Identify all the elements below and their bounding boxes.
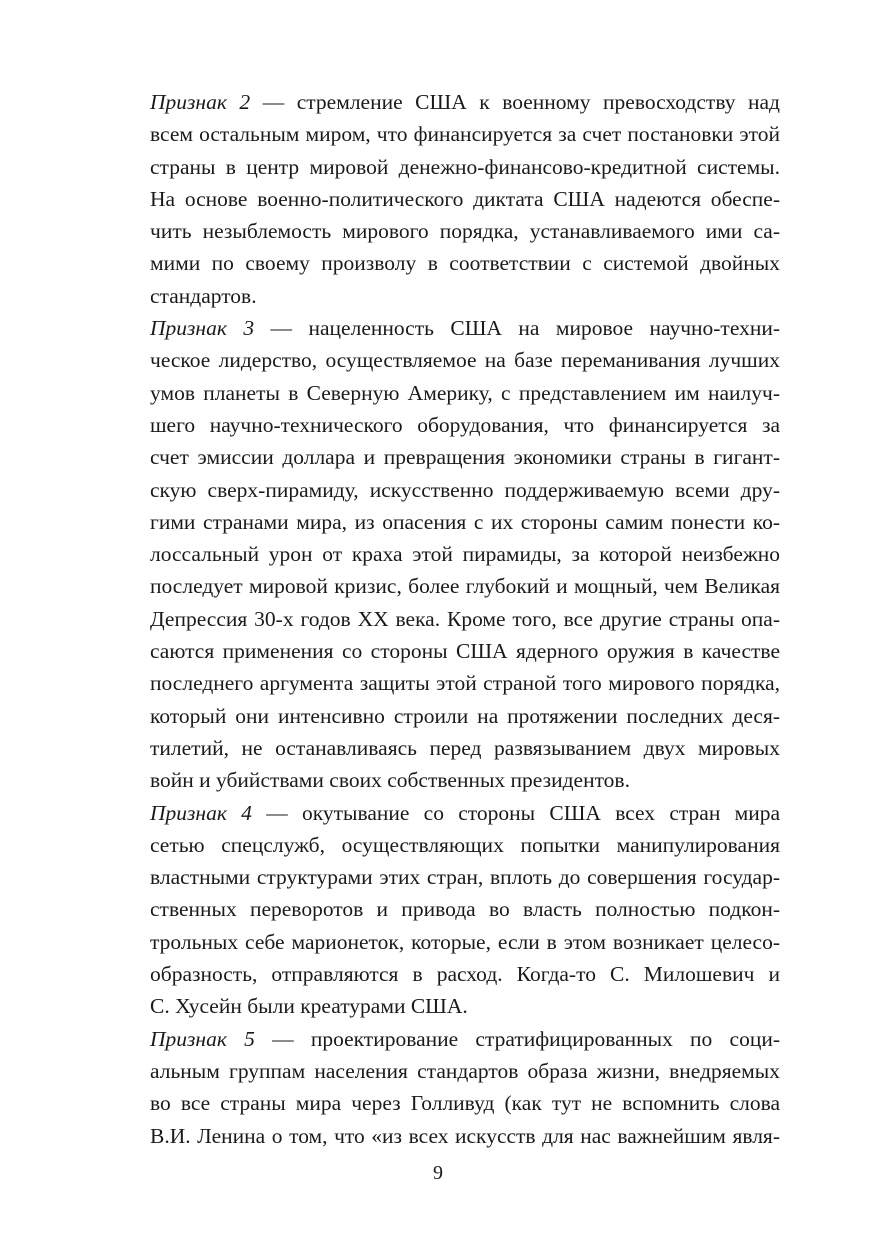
text-line (97, 1023, 780, 1055)
text-line: На основе военно-политического диктата США надеются обеспе- (150, 186, 780, 211)
line-text: — проектирование стратифицированных по соци- (254, 1026, 780, 1051)
paragraph (97, 1023, 780, 1152)
paragraph-lead: Признак 4 (150, 800, 252, 825)
paragraph (97, 86, 780, 312)
text-line: войн и убийствами своих собственных президентов. (150, 768, 630, 793)
text-line: стандартов. (150, 283, 257, 308)
text-line: трольных себе марионеток, которые, если в этом возникает целесо- (150, 929, 780, 954)
text-line: С. Хусейн были креатурами США. (150, 994, 468, 1019)
paragraph-lead: Признак 2 (150, 90, 251, 114)
line-text: — окутывание со стороны США всех стран мира (251, 800, 780, 825)
text-line: умов планеты в Северную Америку, с представлением им наилуч- (150, 380, 780, 405)
text-line: сетью спецслужб, осуществляющих попытки манипулирования (150, 832, 780, 857)
text-line: властными структурами этих стран, вплоть до совершения государ- (150, 865, 780, 890)
text-line: гими странами мира, из опасения с их стороны самим понести ко- (150, 509, 780, 534)
text-line (97, 312, 780, 344)
text-line: образность, отправляются в расход. Когда-то С. Милошевич и (150, 962, 780, 987)
line-text: — нацеленность США на мировое научно-техни- (254, 316, 780, 341)
body-text (97, 86, 780, 1152)
text-line: который они интенсивно строили на протяжении последних деся- (150, 703, 780, 728)
text-line: последует мировой кризис, более глубокий и мощный, чем Великая (150, 574, 780, 599)
text-line: мими по своему произволу в соответствии с системой двойных (150, 251, 780, 276)
text-line: во все страны мира через Голливуд (как тут не вспомнить слова (150, 1091, 780, 1116)
text-line (97, 797, 780, 829)
text-line (97, 86, 780, 118)
text-line: ственных переворотов и привода во власть полностью подкон- (150, 897, 780, 922)
text-line: саются применения со стороны США ядерного оружия в качестве (150, 639, 780, 664)
line-text: — стремление США к военному превосходству над (250, 90, 780, 114)
text-line: тилетий, не останавливаясь перед развязыванием двух мировых (150, 735, 780, 760)
text-line: чить незыблемость мирового порядка, устанавливаемого ими са- (150, 219, 780, 244)
text-line: ческое лидерство, осуществляемое на базе переманивания лучших (150, 348, 780, 373)
text-line: В.И. Ленина о том, что «из всех искусств для нас важнейшим явля- (150, 1123, 780, 1148)
page-number: 9 (433, 1162, 443, 1184)
text-line: счет эмиссии доллара и превращения экономики страны в гигант- (150, 445, 780, 470)
text-line: лоссальный урон от краха этой пирамиды, за которой неизбежно (150, 542, 780, 567)
paragraph-lead: Признак 3 (150, 316, 255, 341)
paragraph (97, 312, 780, 796)
text-line: Депрессия 30-х годов XX века. Кроме того, все другие страны опа- (150, 606, 780, 631)
paragraph-lead: Признак 5 (150, 1026, 255, 1051)
text-line: скую сверх-пирамиду, искусственно поддерживаемую всеми дру- (150, 477, 780, 502)
text-line: альным группам населения стандартов образа жизни, внедряемых (150, 1058, 780, 1083)
paragraph (97, 797, 780, 1023)
text-line: последнего аргумента защиты этой страной того мирового порядка, (150, 671, 780, 696)
text-line: всем остальным миром, что финансируется за счет постановки этой (150, 122, 780, 147)
text-line: шего научно-технического оборудования, что финансируется за (150, 412, 780, 437)
text-line: страны в центр мировой денежно-финансово-кредитной системы. (150, 154, 780, 179)
